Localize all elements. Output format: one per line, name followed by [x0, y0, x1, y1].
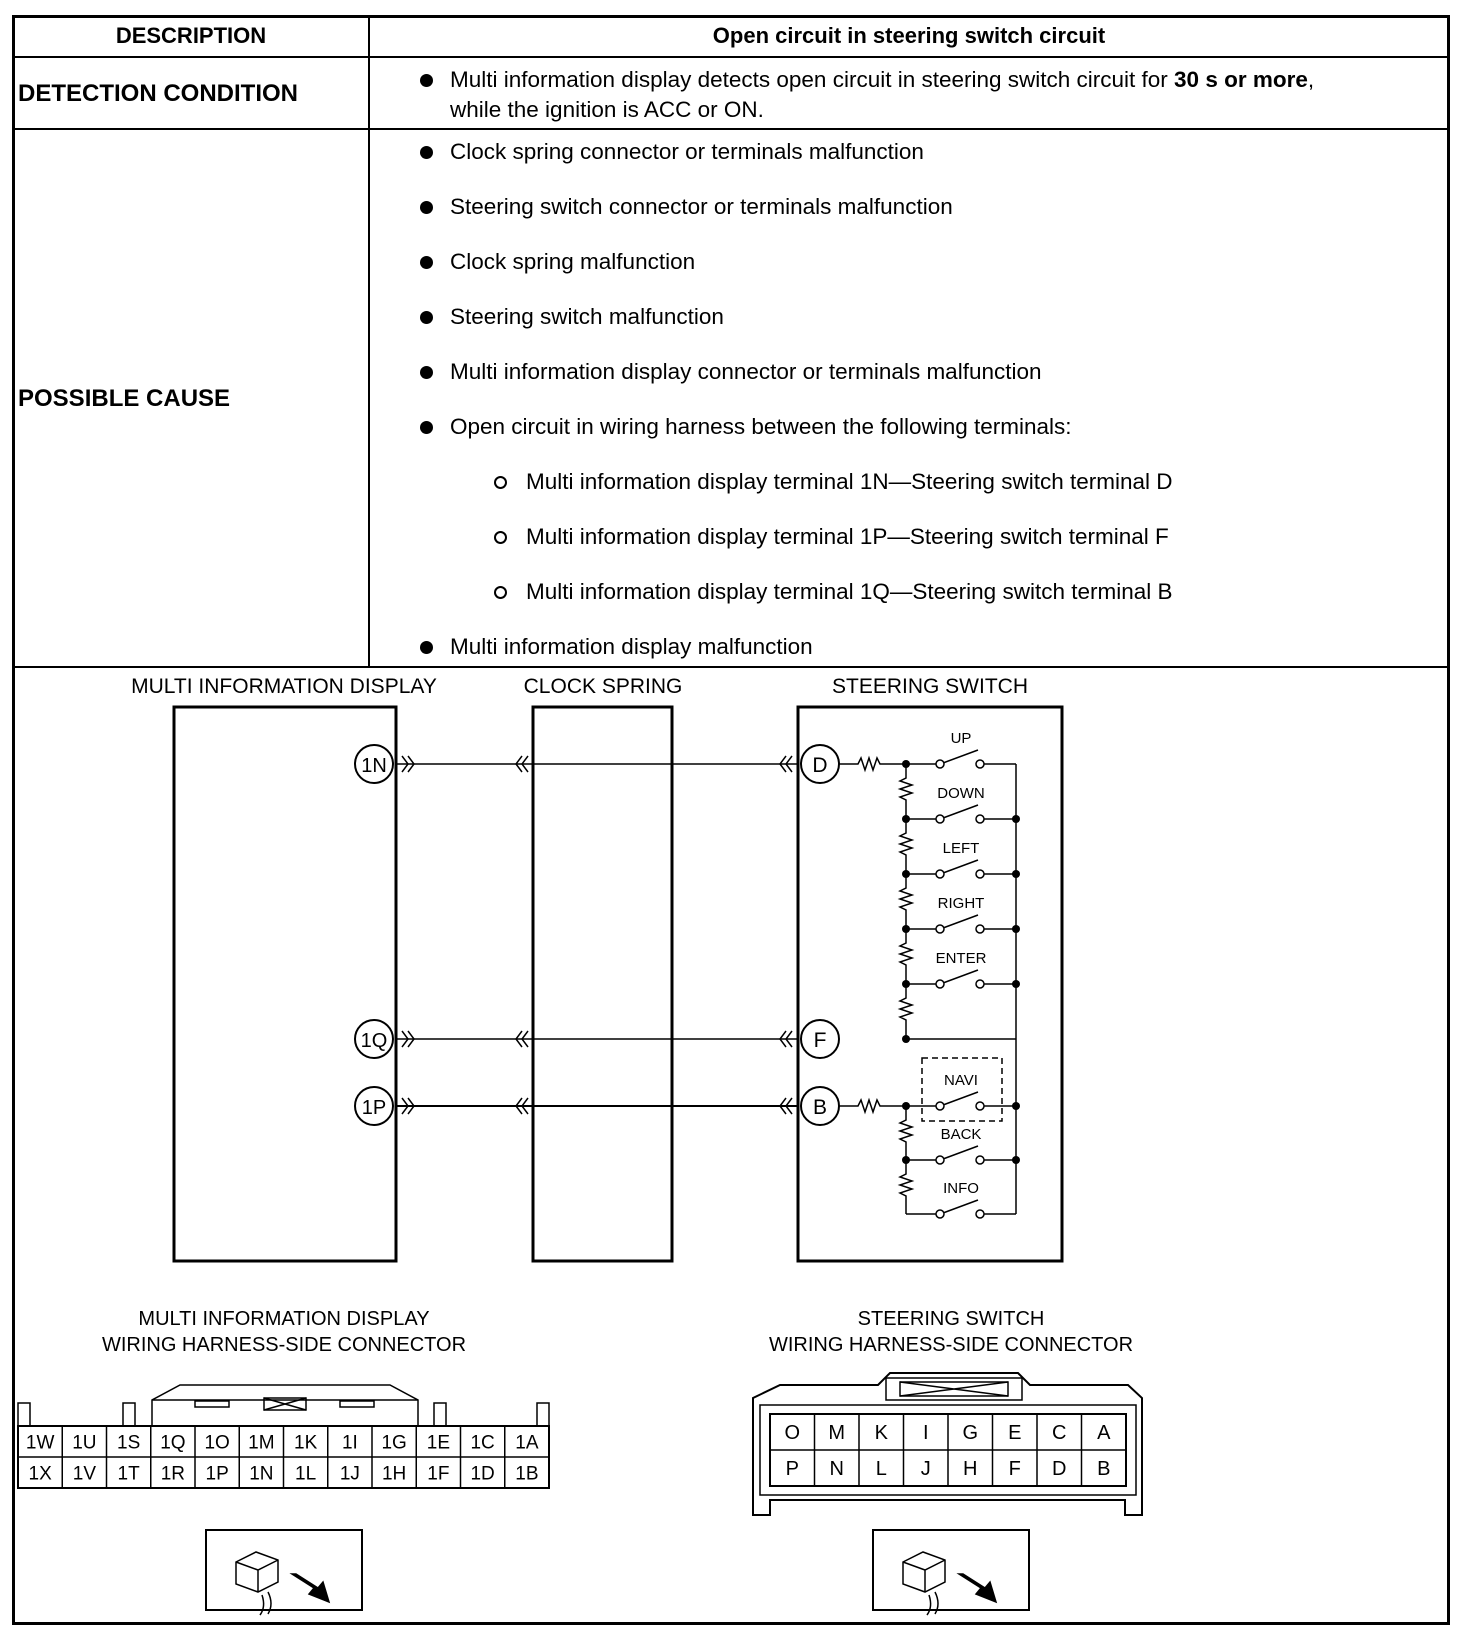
- steering-pin-K: K: [874, 1422, 888, 1445]
- mid-pin-1V: 1V: [72, 1463, 96, 1485]
- mid-pin-1L: 1L: [295, 1463, 317, 1485]
- terminal-1P-label: 1P: [361, 1097, 387, 1119]
- switch-label-right: RIGHT: [937, 895, 985, 912]
- switch-label-left: LEFT: [942, 840, 980, 857]
- mid-pin-1P: 1P: [205, 1463, 229, 1485]
- terminal-1N-label: 1N: [361, 755, 387, 777]
- steering-pin-M: M: [828, 1422, 846, 1445]
- mid-pin-1Q: 1Q: [160, 1432, 186, 1454]
- possible-cause-label: POSSIBLE CAUSE: [18, 385, 231, 412]
- detection-condition-text: Multi information display detects open circuit in steering switch circuit for 30 s or more, while the ignition is ACC or ON.: [450, 67, 1315, 122]
- mid-pin-1T: 1T: [117, 1463, 140, 1485]
- steering-pin-B: B: [1097, 1458, 1111, 1481]
- mid-pin-1S: 1S: [117, 1432, 141, 1454]
- steering-pin-A: A: [1097, 1422, 1111, 1445]
- switch-label-up: UP: [950, 730, 972, 747]
- steering-switch-label: STEERING SWITCH: [831, 675, 1029, 698]
- mid-pin-1W: 1W: [25, 1432, 55, 1454]
- switch-label-info: INFO: [943, 1180, 979, 1197]
- cause-item: Steering switch connector or terminals malfunction: [450, 194, 953, 219]
- mid-pin-1G: 1G: [381, 1432, 407, 1454]
- mid-pin-1C: 1C: [470, 1432, 495, 1454]
- connector-view-icon: [206, 1530, 362, 1615]
- mid-pin-1B: 1B: [515, 1463, 539, 1485]
- mid-pin-1I: 1I: [341, 1432, 358, 1454]
- steering-pin-P: P: [785, 1458, 799, 1481]
- steering-pin-H: H: [963, 1458, 978, 1481]
- steering-pin-L: L: [875, 1458, 887, 1481]
- mid-pin-1O: 1O: [204, 1432, 230, 1454]
- mid-label: MULTI INFORMATION DISPLAY: [131, 675, 437, 698]
- cause-item: Steering switch malfunction: [450, 304, 724, 329]
- connector-chevrons: [402, 756, 792, 1114]
- terminal-1Q-label: 1Q: [360, 1030, 388, 1052]
- steering-pin-I: I: [922, 1422, 929, 1445]
- switch-label-back: BACK: [940, 1126, 982, 1143]
- cause-item: Multi information display connector or terminals malfunction: [450, 359, 1042, 384]
- terminal-D-label: D: [812, 754, 828, 777]
- mid-pin-1M: 1M: [248, 1432, 275, 1454]
- switch-label-down: DOWN: [937, 785, 985, 802]
- mid-connector-title: MULTI INFORMATION DISPLAY: [138, 1308, 430, 1330]
- terminal-B-label: B: [812, 1096, 828, 1119]
- switch-label-navi: NAVI: [944, 1072, 978, 1089]
- detection-condition-label: DETECTION CONDITION: [18, 80, 298, 107]
- mid-pin-1K: 1K: [294, 1432, 318, 1454]
- cause-subitem: Multi information display terminal 1N—Steering switch terminal D: [526, 469, 1173, 494]
- steering-pin-F: F: [1008, 1458, 1021, 1481]
- steering-pin-N: N: [829, 1458, 844, 1481]
- mid-pin-1J: 1J: [339, 1463, 360, 1485]
- clock-spring-label: CLOCK SPRING: [523, 675, 683, 698]
- steering-connector-title: STEERING SWITCH: [857, 1308, 1045, 1330]
- mid-pin-1X: 1X: [28, 1463, 52, 1485]
- description-header: DESCRIPTION: [115, 23, 267, 48]
- cause-subitem: Multi information display terminal 1P—Steering switch terminal F: [526, 524, 1169, 549]
- mid-pin-1H: 1H: [381, 1463, 407, 1485]
- cause-item: Open circuit in wiring harness between the following terminals:: [450, 414, 1072, 439]
- steering-switch-circuit: [839, 750, 1020, 1218]
- mid-box: [174, 707, 396, 1261]
- switch-label-enter: ENTER: [935, 950, 987, 967]
- mid-pin-1A: 1A: [515, 1432, 539, 1454]
- mid-pin-1E: 1E: [426, 1432, 450, 1454]
- steering-pin-D: D: [1052, 1458, 1067, 1481]
- steering-pin-G: G: [962, 1422, 979, 1445]
- terminal-F-label: F: [813, 1029, 827, 1052]
- steering-pin-J: J: [920, 1458, 931, 1481]
- mid-connector-subtitle: WIRING HARNESS-SIDE CONNECTOR: [101, 1334, 467, 1356]
- cause-item: Clock spring connector or terminals malfunction: [450, 139, 924, 164]
- mid-pin-1U: 1U: [72, 1432, 97, 1454]
- mid-pin-1N: 1N: [249, 1463, 274, 1485]
- mid-pin-1D: 1D: [470, 1463, 495, 1485]
- cause-item: Multi information display malfunction: [450, 634, 813, 659]
- steering-connector-subtitle: WIRING HARNESS-SIDE CONNECTOR: [768, 1334, 1134, 1356]
- cause-item: Clock spring malfunction: [450, 249, 696, 274]
- steering-pin-C: C: [1052, 1422, 1067, 1445]
- cause-subitem: Multi information display terminal 1Q—Steering switch terminal B: [526, 579, 1173, 604]
- connector-view-icon: [873, 1530, 1029, 1615]
- mid-pin-1F: 1F: [427, 1463, 450, 1485]
- mid-pin-1R: 1R: [160, 1463, 186, 1485]
- fault-title: Open circuit in steering switch circuit: [712, 23, 1106, 48]
- steering-pin-O: O: [784, 1422, 801, 1445]
- steering-pin-E: E: [1008, 1422, 1022, 1445]
- clock-spring-box: [533, 707, 672, 1261]
